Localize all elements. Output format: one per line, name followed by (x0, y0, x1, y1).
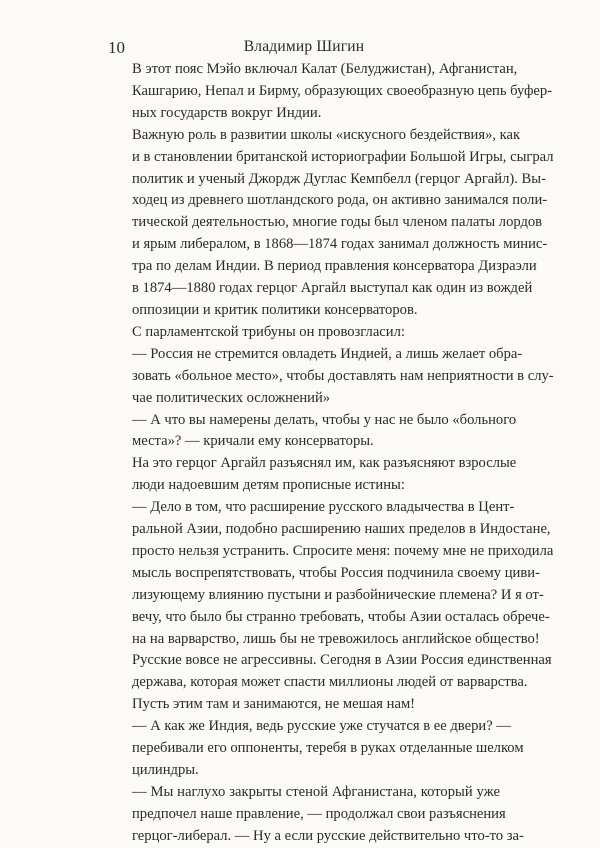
text-line: Русские вовсе не агрессивны. Сегодня в Азии Россия единственная (132, 652, 552, 669)
text-line: зовать «больное место», чтобы доставлять нам неприятности в слу- (132, 367, 554, 384)
text-line: и ярым либералом, в 1868—1874 годах занимал должность минис- (132, 236, 548, 253)
text-line: Важную роль в развитии школы «искусного бездействия», как (132, 126, 521, 143)
text-line: Кашгарию, Непал и Бирму, образующих своеобразную цепь буфер- (132, 82, 553, 99)
text-line: ральной Азии, подобно расширению наших пределов в Индостане, (132, 521, 551, 538)
paragraph (108, 410, 517, 454)
paragraph (108, 782, 524, 848)
text-line: лизующему влиянию пустыни и разбойнические племена? И я от- (132, 586, 544, 603)
text-line: перебивали его оппоненты, теребя в руках отделанные шелком (132, 740, 524, 757)
text-line: просто нельзя устранить. Спросите меня: почему мне не приходила (132, 542, 554, 559)
text-line: В этот пояс Мэйо включал Калат (Белуджистан), Афганистан, (132, 61, 518, 77)
paragraph (108, 59, 553, 125)
text-line: на на варварство, лишь бы не тревожилось английское общество! (132, 630, 540, 647)
paragraph (108, 453, 517, 497)
running-title: Владимир Шигин (243, 38, 365, 55)
text-line: и в становлении британской историографии Большой Игры, сыграл (132, 148, 554, 165)
page-number: 10 (108, 38, 125, 57)
text-line: герцог-либерал. — Ну а если русские действительно что-то за- (132, 827, 524, 844)
text-line: ных государств вокруг Индии. (132, 104, 322, 121)
text-line: предпочел наше правление, — продолжал свои разъяснения (132, 805, 506, 822)
paragraph (108, 497, 554, 716)
text-line: тической деятельностью, многие годы был членом палаты лордов (132, 214, 543, 231)
paragraph (108, 322, 500, 344)
text-line: Пусть этим там и занимаются, не мешая нам! (132, 696, 416, 713)
text-line: — Дело в том, что расширение русского владычества в Цент- (132, 499, 515, 516)
text-line: — Россия не стремится овладеть Индией, а лишь желает обра- (132, 345, 523, 362)
text-line: места»? — кричали ему консерваторы. (132, 433, 374, 450)
text-line: держава, которая может спасти миллионы людей от варварства. (132, 674, 528, 691)
paragraph (108, 716, 524, 782)
text-line: ходец из древнего шотландского рода, он активно занимался поли- (132, 192, 548, 209)
text-line: С парламентской трибуны он провозгласил: (132, 323, 405, 340)
text-line: — А как же Индия, ведь русские уже стучатся в ее двери? — (132, 718, 511, 735)
text-line: люди надоевшим детям прописные истины: (132, 477, 405, 494)
text-line: вечу, что было бы странно требовать, чтобы Азии осталась обрече- (132, 608, 550, 625)
text-line: политик и ученый Джордж Дуглас Кемпбелл (герцог Аргайл). Вы- (132, 170, 546, 187)
paragraph (108, 125, 554, 322)
text-line: тра по делам Индии. В период правления консерватора Дизраэли (132, 258, 537, 275)
text-line: цилиндры. (132, 762, 199, 778)
body-text (108, 59, 554, 848)
text-line: мысль воспрепятствовать, чтобы Россия подчинила своему циви- (132, 564, 540, 581)
text-line: — Мы наглухо закрыты стеной Афганистана, который уже (132, 783, 500, 800)
text-line: в 1874—1880 годах герцог Аргайл выступал как один из вождей (132, 280, 533, 297)
text-line: чае политических осложнений» (132, 389, 331, 406)
text-line: На это герцог Аргайл разъяснял им, как разъясняют взрослые (132, 455, 517, 472)
text-line: оппозиции и критик политики консерваторов. (132, 301, 418, 318)
paragraph (108, 344, 554, 410)
text-line: — А что вы намерены делать, чтобы у нас не было «больного (132, 411, 517, 428)
